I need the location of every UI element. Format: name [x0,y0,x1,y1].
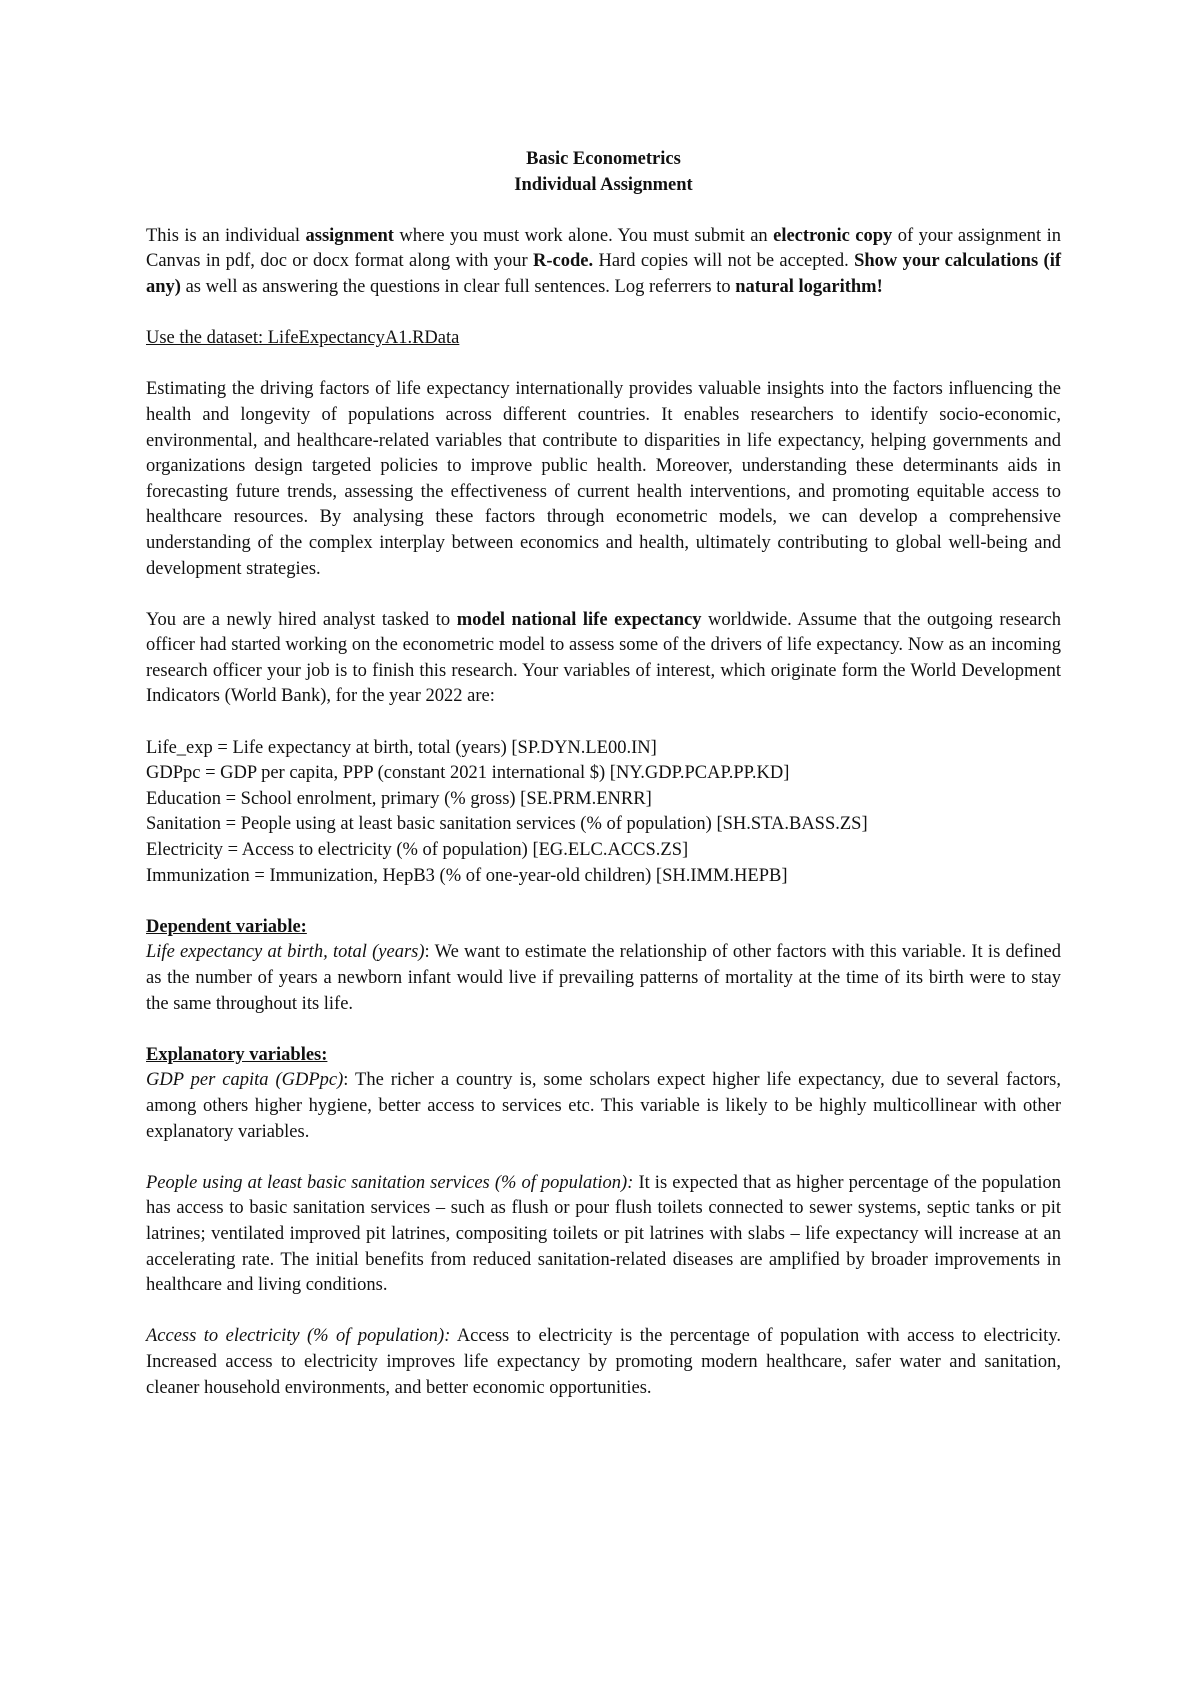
list-item: Electricity = Access to electricity (% of population) [EG.ELC.ACCS.ZS] [146,840,689,861]
list-item: Education = School enrolment, primary (% gross) [SE.PRM.ENRR] [146,788,652,809]
list-item: Immunization = Immunization, HepB3 (% of one-year-old children) [SH.IMM.HEPB] [146,865,788,886]
variable-list [146,736,1061,890]
context-paragraph: Estimating the driving factors of life expectancy internationally provides valuable insights into the factors influencing the health and longevity of populations across different countries. It enables researchers to identify socio-economic, environmental, and healthcare-related variables that contribute to disparities in life expectancy, helping governments and organizations design targeted policies to improve public health. Moreover, understanding these determinants aids in forecasting future trends, assessing the effectiveness of current health interventions, and promoting equitable access to healthcare resources. By analysing these factors through econometric models, we can develop a comprehensive understanding of the complex interplay between economics and health, ultimately contributing to global well-being and development strategies. [146,379,1061,579]
document-body [146,147,1061,1401]
list-item: Sanitation = People using at least basic sanitation services (% of population) [SH.STA.BASS.ZS] [146,814,868,835]
list-item: Life_exp = Life expectancy at birth, total (years) [SP.DYN.LE00.IN] [146,737,657,758]
course-title: Basic Econometrics [526,149,681,169]
explanatory-electricity: Access to electricity (% of population): Access to electricity is the percentage of population with access to electricity. Increased access to electricity improves life expectancy by promoting modern healthcare, safer water and sanitation, cleaner household environments, and better economic opportunities. [146,1326,1061,1398]
dependent-variable-heading: Dependent variable: [146,916,307,937]
explanatory-gdppc: GDP per capita (GDPpc): The richer a country is, some scholars expect higher life expectancy, due to several factors, among others higher hygiene, better access to services etc. This variable is likely to be highly multicollinear with other explanatory variables. [146,1070,1061,1142]
assignment-title: Individual Assignment [514,174,693,195]
explanatory-variables-heading: Explanatory variables: [146,1044,328,1065]
explanatory-sanitation: People using at least basic sanitation services (% of population): It is expected that as higher percentage of the population has access to basic sanitation services – such as flush or pour flush toilets connected to sewer systems, septic tanks or pit latrines; ventilated improved pit latrines, compositing toilets or pit latrines with slabs – life expectancy will increase at an accelerating rate. The initial benefits from reduced sanitation-related diseases are amplified by broader improvements in healthcare and living conditions. [146,1172,1061,1296]
task-paragraph: You are a newly hired analyst tasked to model national life expectancy worldwide. Assume that the outgoing research officer had started working on the econometric model to assess some of the drivers of life expectancy. Now as an incoming research officer your job is to finish this research. Your variables of interest, which originate form the World Development Indicators (World Bank), for the year 2022 are: [146,609,1061,707]
dependent-variable-description: Life expectancy at birth, total (years): We want to estimate the relationship of other factors with this variable. It is defined as the number of years a newborn infant would live if prevailing patterns of mortality at the time of its birth were to stay the same throughout its life. [146,942,1061,1014]
list-item: GDPpc = GDP per capita, PPP (constant 2021 international $) [NY.GDP.PCAP.PP.KD] [146,763,790,784]
dataset-note: Use the dataset: LifeExpectancyA1.RData [146,328,460,349]
intro-paragraph: This is an individual assignment where you must work alone. You must submit an electronic copy of your assignment in Canvas in pdf, doc or docx format along with your R-code. Hard copies will not be accepted. Show your calculations (if any) as well as answering the questions in clear full sentences. Log referrers to natural logarithm! [146,225,1062,297]
